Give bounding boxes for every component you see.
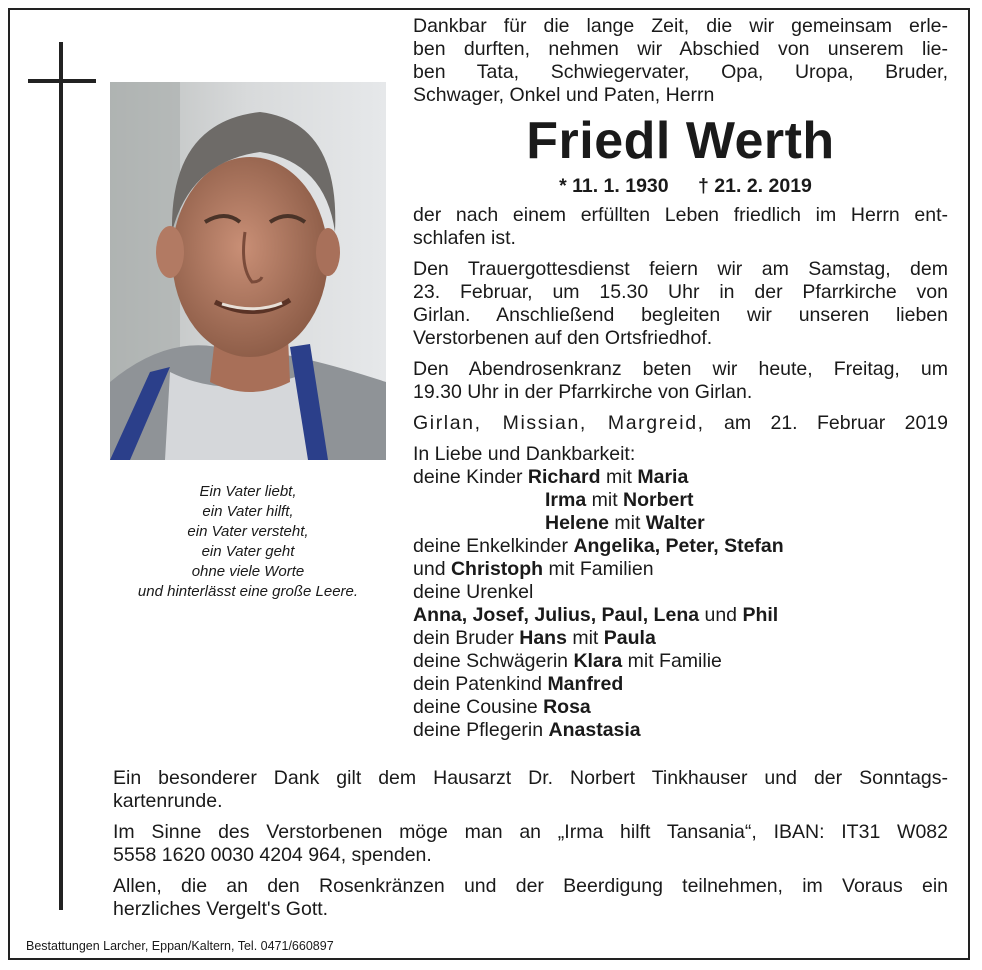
list-item: Irma mit Norbert — [545, 489, 694, 511]
closing-text: Allen, die an den Rosenkränzen und der Beerdigung teilnehmen, im Voraus ein herzliches Vergelt's Gott. — [113, 875, 948, 920]
thanks-text: Ein besonderer Dank gilt dem Hausarzt Dr. Norbert Tinkhauser und der Sonntags- kartenrunde. — [113, 767, 948, 812]
poem: Ein Vater liebt, ein Vater hilft, ein Vater versteht, ein Vater geht ohne viele Worte und hinterlässt eine große Leere. — [137, 483, 359, 600]
bottom-text — [113, 767, 948, 921]
funeral-home-footer: Bestattungen Larcher, Eppan/Kaltern, Tel. 0471/660897 — [26, 939, 334, 953]
list-item: deine Schwägerin Klara mit Familie — [413, 650, 722, 672]
place-date: Girlan, Missian, Margreid, am 21. Februar 2019 — [413, 412, 948, 434]
list-item: Anna, Josef, Julius, Paul, Lena und Phil — [413, 604, 779, 626]
main-text-column — [413, 15, 948, 742]
rosary-text: Den Abendrosenkranz beten wir heute, Freitag, um 19.30 Uhr in der Pfarrkirche von Girlan. — [413, 358, 948, 403]
deceased-name: Friedl Werth — [526, 112, 835, 170]
list-item: deine Urenkel — [413, 581, 534, 603]
list-item: deine Enkelkinder Angelika, Peter, Stefan — [413, 535, 784, 557]
death-date: † 21. 2. 2019 — [698, 175, 812, 197]
intro-text: Dankbar für die lange Zeit, die wir gemeinsam erle- ben durften, nehmen wir Abschied von unserem lie- ben Tata, Schwiegervater, Opa, Uropa, Bruder, Schwager, Onkel und Paten, Herrn — [413, 15, 948, 106]
life-dates — [413, 175, 948, 198]
list-item: deine Kinder Richard mit Maria — [413, 466, 689, 488]
passing-text: der nach einem erfüllten Leben friedlich im Herrn ent- schlafen ist. — [413, 204, 948, 249]
list-item: dein Patenkind Manfred — [413, 673, 624, 695]
list-item: und Christoph mit Familien — [413, 558, 654, 580]
list-item: deine Pflegerin Anastasia — [413, 719, 641, 741]
donation-text: Im Sinne des Verstorbenen möge man an „Irma hilft Tansania“, IBAN: IT31 W082 5558 1620 0030 4204 964, spenden. — [113, 821, 948, 866]
portrait-photo — [110, 82, 386, 460]
list-item: deine Cousine Rosa — [413, 696, 591, 718]
funeral-text: Den Trauergottesdienst feiern wir am Samstag, dem 23. Februar, um 15.30 Uhr in der Pfarrkirche von Girlan. Anschließend begleiten wir unseren lieben Verstorbenen auf den Ortsfriedhof. — [413, 258, 948, 349]
birth-date: * 11. 1. 1930 — [559, 175, 669, 197]
list-item: Helene mit Walter — [545, 512, 705, 534]
mourners-list: In Liebe und Dankbarkeit: deine Kinder Richard mit Maria Irma mit Norbert Helene mit Walter deine Enkelkinder Angelika, Peter, Stefan und Christoph mit Familien deine Urenkel Anna, Josef, Julius, Paul, Lena und Phil dein Bruder Hans mit Paula deine Schwägerin Klara mit Familie dein Patenkind Manfred deine Cousine Rosa deine Pflegerin Anastasia — [413, 443, 948, 742]
list-item: dein Bruder Hans mit Paula — [413, 627, 656, 649]
